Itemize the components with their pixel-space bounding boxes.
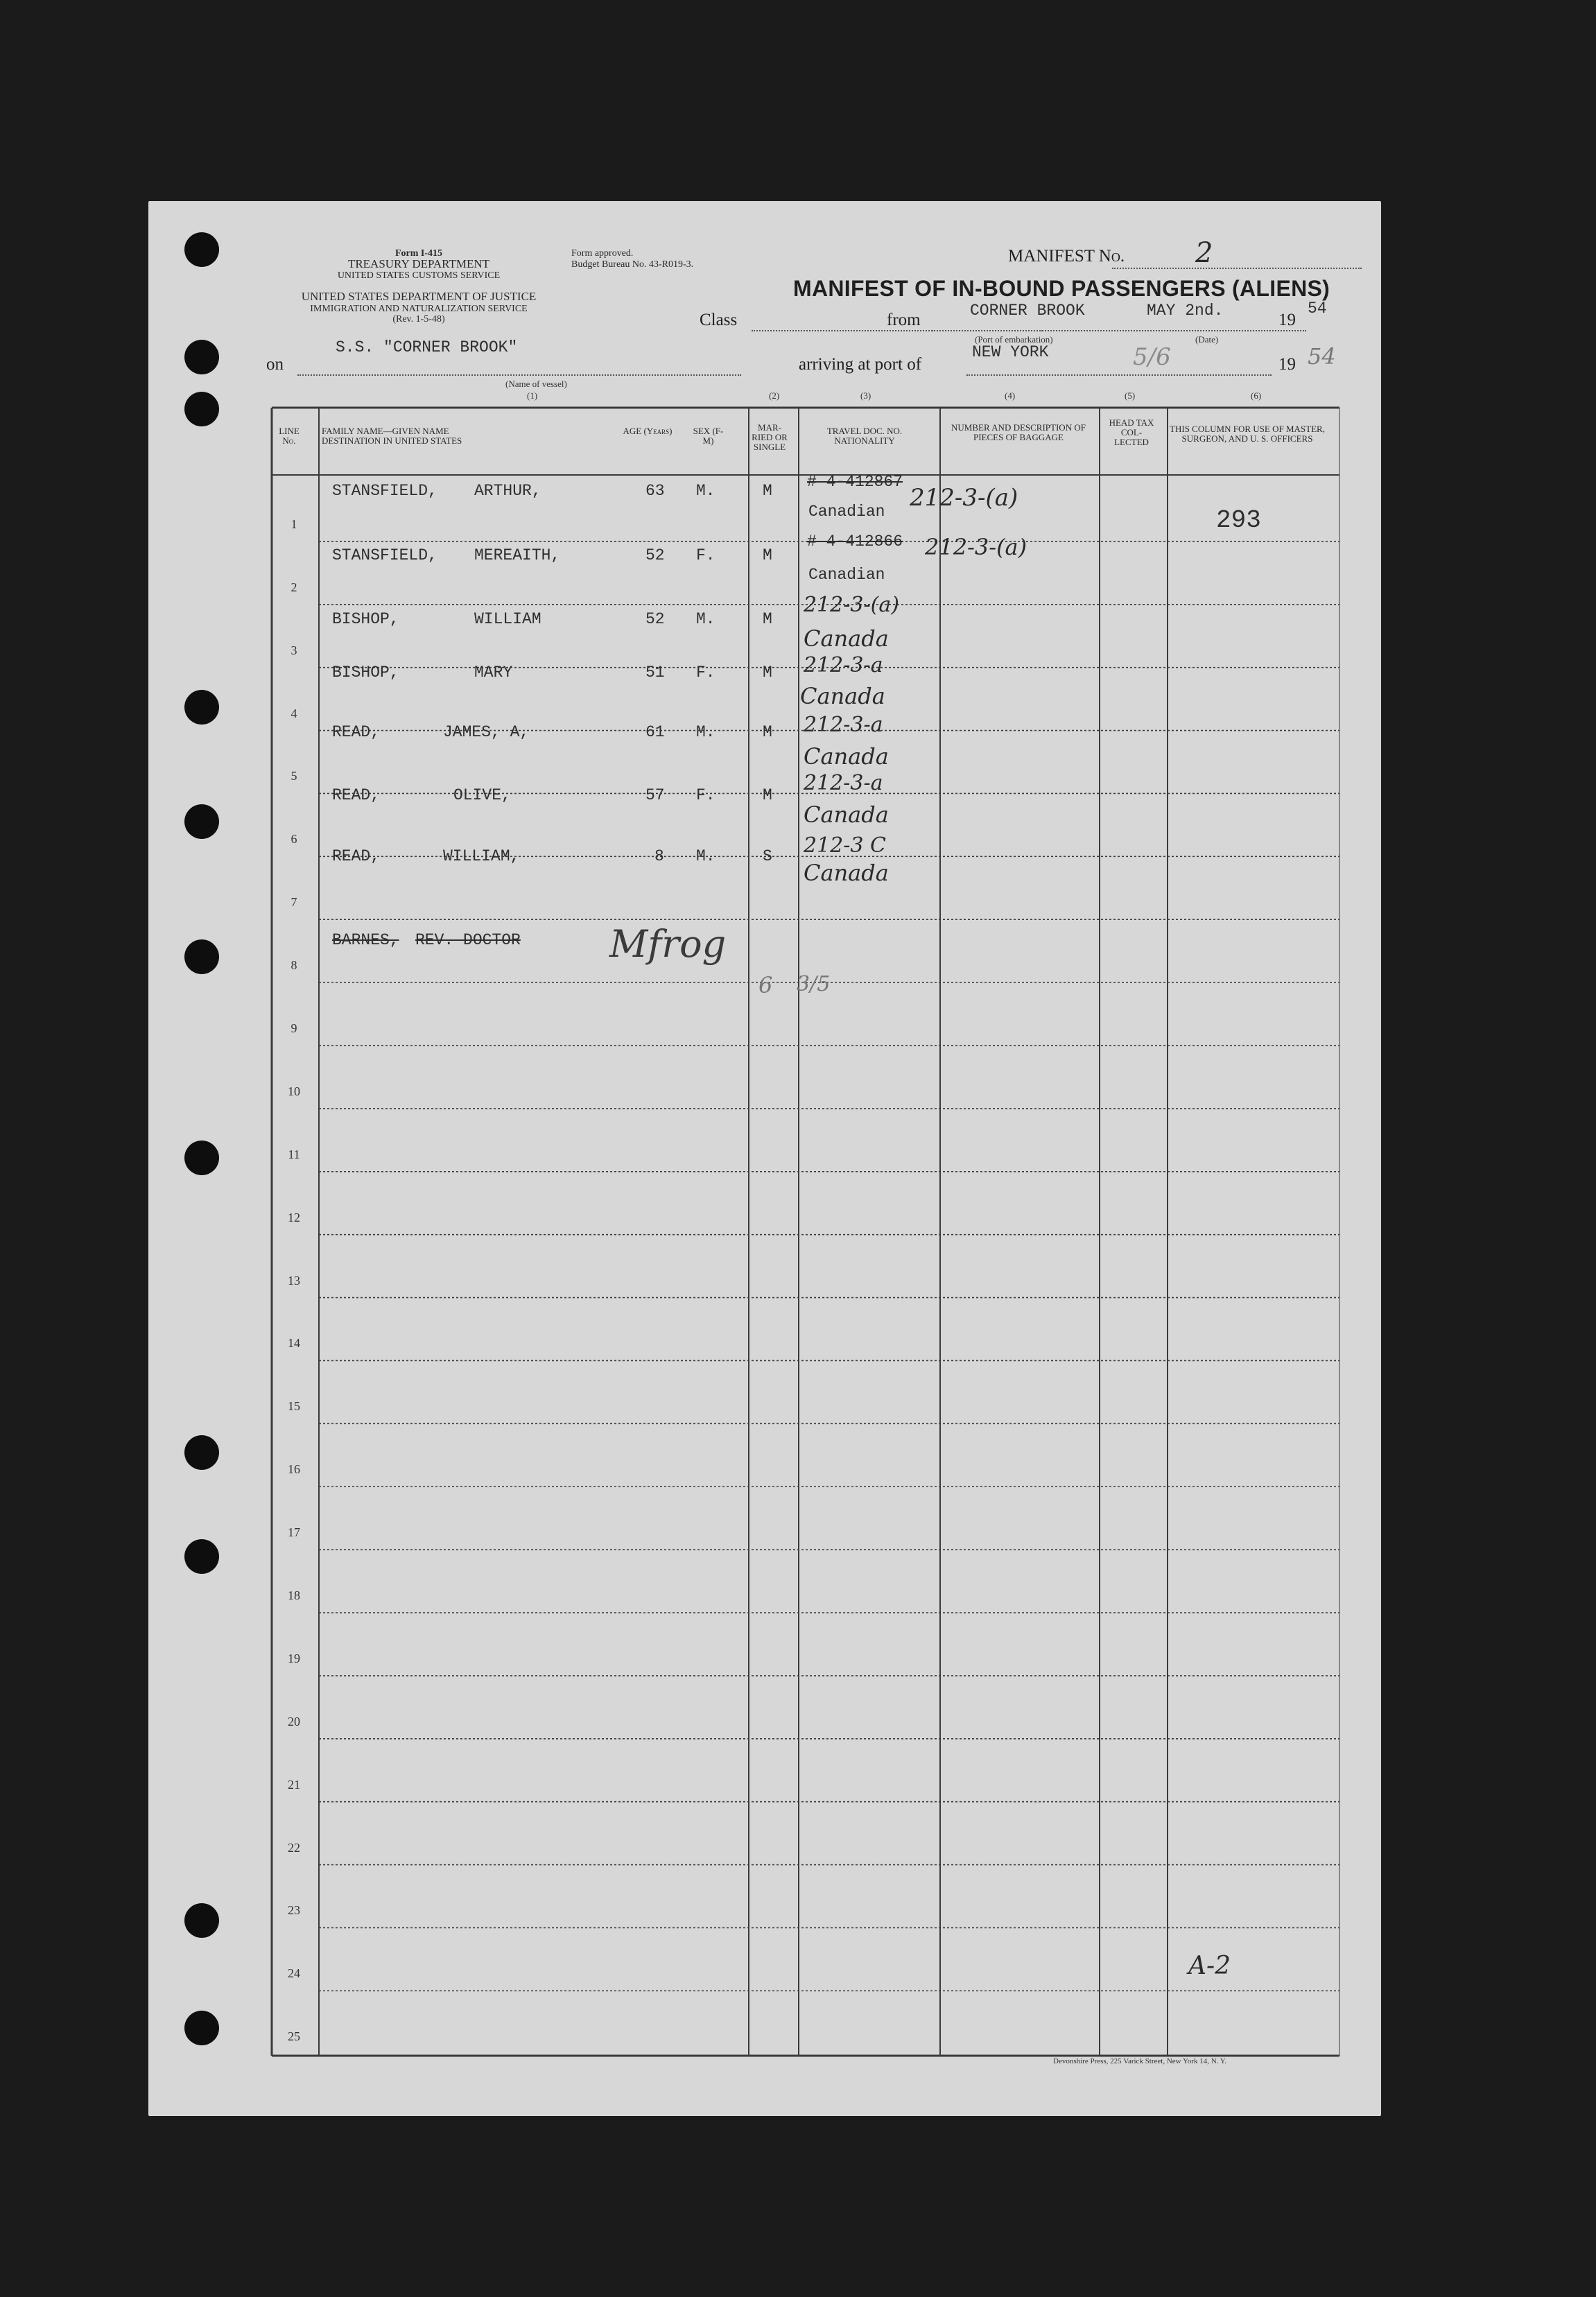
col-header-head-tax: HEAD TAX COL-LECTED — [1109, 417, 1154, 447]
class-label: Class — [700, 311, 738, 329]
inspector-signature: Mfrog — [609, 922, 727, 966]
line-number: 2 — [290, 580, 297, 594]
row-1-surname: STANSFIELD, — [332, 482, 437, 500]
row-8-given: REV. DOCTOR — [415, 931, 521, 949]
row-1-visa-handwritten: 212-3-(a) — [910, 484, 1018, 512]
on-label: on — [266, 355, 284, 374]
row-2-age: 52 — [645, 546, 665, 564]
line-number: 21 — [288, 1777, 300, 1792]
year-value: 54 — [1308, 300, 1327, 318]
row-3-surname: BISHOP, — [332, 610, 399, 628]
row-6-surname: READ, — [332, 786, 381, 804]
col-header-married: MAR-RIED OR SINGLE — [752, 422, 788, 452]
row-4-marital: M — [763, 664, 772, 682]
row-2-given: MEREAITH, — [474, 546, 561, 564]
line-number: 12 — [288, 1210, 300, 1224]
col-header-line-no: LINE No. — [279, 426, 300, 446]
row-4-surname: BISHOP, — [332, 664, 399, 682]
line-number: 14 — [288, 1336, 300, 1351]
row-5-sex: M. — [696, 723, 715, 741]
row-4-age: 51 — [645, 664, 665, 682]
arrival-port: NEW YORK — [972, 343, 1049, 361]
from-port: CORNER BROOK — [970, 302, 1085, 320]
col-num-3: (3) — [860, 390, 871, 401]
row-3-age: 52 — [645, 610, 665, 628]
row-3-given: WILLIAM — [474, 610, 541, 628]
row-7-surname: READ, — [332, 847, 381, 865]
row-4-nationality: Canada — [800, 683, 885, 709]
port-caption: (Port of embarkation) — [975, 334, 1053, 345]
row-2-marital: M — [763, 546, 772, 564]
line-number: 3 — [290, 643, 297, 657]
row-1-nationality: Canadian — [808, 503, 885, 521]
line-number: 20 — [288, 1714, 300, 1728]
form-approved: Form approved. — [571, 248, 634, 259]
row-6-travel-doc: 212-3-a — [804, 771, 883, 795]
line-number: 13 — [288, 1273, 300, 1288]
row-5-nationality: Canada — [804, 743, 889, 770]
row-7-age: 8 — [654, 847, 664, 865]
row-2-nationality: Canadian — [808, 566, 885, 584]
col-header-officers: THIS COLUMN FOR USE OF MASTER, SURGEON, AND U. S. OFFICERS — [1170, 424, 1325, 444]
line-number: 5 — [290, 769, 297, 783]
row-6-nationality: Canada — [804, 801, 889, 828]
col-header-baggage: NUMBER AND DESCRIPTION OF PIECES OF BAGGAGE — [951, 422, 1086, 442]
col-header-sex: SEX (F-M) — [693, 426, 724, 446]
departure-date: MAY 2nd. — [1147, 302, 1224, 320]
row-2-surname: STANSFIELD, — [332, 546, 437, 564]
ins-title: IMMIGRATION AND NATURALIZATION SERVICE — [310, 304, 528, 314]
officer-number: 293 — [1216, 506, 1261, 535]
line-number: 25 — [288, 2029, 300, 2044]
row-4-given: MARY — [474, 664, 513, 682]
col-num-6: (6) — [1251, 390, 1262, 401]
doj-title: UNITED STATES DEPARTMENT OF JUSTICE — [301, 290, 537, 303]
year2-handwritten: 54 — [1308, 343, 1336, 370]
row-3-nationality: Canada — [804, 625, 889, 652]
manifest-page — [148, 201, 1381, 2116]
col-num-2: (2) — [769, 390, 780, 401]
col-num-5: (5) — [1125, 390, 1136, 401]
col-num-1: (1) — [527, 390, 538, 401]
revision: (Rev. 1-5-48) — [392, 314, 445, 324]
line-number: 9 — [290, 1021, 297, 1036]
line-number: 1 — [290, 517, 297, 531]
line-number: 7 — [290, 895, 297, 910]
row-3-sex: M. — [696, 610, 715, 628]
customs-service: UNITED STATES CUSTOMS SERVICE — [337, 270, 501, 281]
row-2-travel-doc: # 4-412866 — [807, 532, 903, 551]
row-5-given: JAMES, A, — [443, 723, 530, 741]
bottom-note: A-2 — [1188, 1952, 1231, 1980]
treasury-department: TREASURY DEPARTMENT — [347, 257, 490, 270]
row-1-given: ARTHUR, — [474, 482, 541, 500]
line-number: 22 — [288, 1840, 300, 1855]
line-number: 23 — [288, 1903, 300, 1918]
row-2-sex: F. — [696, 546, 715, 564]
manifest-no-label: MANIFEST No. — [1008, 247, 1125, 266]
line-number: 10 — [288, 1084, 300, 1098]
line-number: 24 — [288, 1966, 300, 1981]
row-6-age: 57 — [645, 786, 665, 804]
row-1-age: 63 — [645, 482, 665, 500]
budget-bureau: Budget Bureau No. 43-R019-3. — [571, 259, 694, 270]
row-1-marital: M — [763, 482, 772, 500]
row-4-sex: F. — [696, 664, 715, 682]
from-label: from — [887, 311, 921, 329]
row-6-given: OLIVE, — [453, 786, 511, 804]
row-5-surname: READ, — [332, 723, 381, 741]
col-header-name: FAMILY NAME—GIVEN NAME DESTINATION IN UNITED STATES — [322, 426, 462, 446]
row-6-marital: M — [763, 786, 772, 804]
tally-three: 3/5 — [797, 972, 831, 996]
col-header-age: AGE (Years) — [623, 426, 673, 436]
vessel-caption: (Name of vessel) — [505, 379, 567, 389]
year2-prefix: 19 — [1278, 355, 1296, 374]
col-num-4: (4) — [1005, 390, 1016, 401]
row-5-marital: M — [763, 723, 772, 741]
line-number: 15 — [288, 1399, 300, 1414]
row-7-sex: M. — [696, 847, 715, 865]
line-number: 16 — [288, 1462, 300, 1477]
row-7-travel-doc: 212-3 C — [804, 833, 886, 858]
line-number: 11 — [288, 1147, 300, 1161]
row-5-travel-doc: 212-3-a — [804, 713, 883, 737]
row-7-given: WILLIAM, — [443, 847, 520, 865]
line-number: 6 — [290, 832, 297, 847]
row-6-sex: F. — [696, 786, 715, 804]
row-3-marital: M — [763, 610, 772, 628]
line-number: 17 — [288, 1525, 300, 1540]
line-number: 19 — [288, 1651, 300, 1665]
row-7-marital: S — [763, 847, 772, 865]
vessel-name: S.S. "CORNER BROOK" — [336, 338, 518, 356]
row-3-travel-doc: 212-3-(a) — [804, 593, 899, 617]
arrival-date-handwritten: 5/6 — [1133, 343, 1171, 371]
row-7-nationality: Canada — [804, 860, 889, 886]
manifest-no-value: 2 — [1195, 237, 1213, 269]
row-1-sex: M. — [696, 482, 715, 500]
row-2-visa-handwritten: 212-3-(a) — [925, 534, 1027, 560]
date-caption: (Date) — [1195, 334, 1219, 345]
tally-six: 6 — [758, 972, 773, 998]
row-4-travel-doc: 212-3-a — [804, 653, 883, 677]
col-header-travel: TRAVEL DOC. NO. NATIONALITY — [826, 426, 903, 446]
year-prefix: 19 — [1278, 311, 1296, 329]
line-number: 18 — [288, 1588, 300, 1603]
form-number: Form I-415 — [394, 248, 443, 259]
row-1-travel-doc: # 4-412867 — [807, 473, 903, 491]
row-8-surname: BARNES, — [332, 931, 399, 949]
line-number: 8 — [290, 958, 297, 973]
line-number: 4 — [290, 706, 297, 720]
printer-imprint: Devonshire Press, 225 Varick Street, New York 14, N. Y. — [1053, 2057, 1227, 2065]
manifest-title: MANIFEST OF IN-BOUND PASSENGERS (ALIENS) — [793, 276, 1330, 301]
row-5-age: 61 — [645, 723, 665, 741]
arriving-label: arriving at port of — [799, 355, 922, 374]
